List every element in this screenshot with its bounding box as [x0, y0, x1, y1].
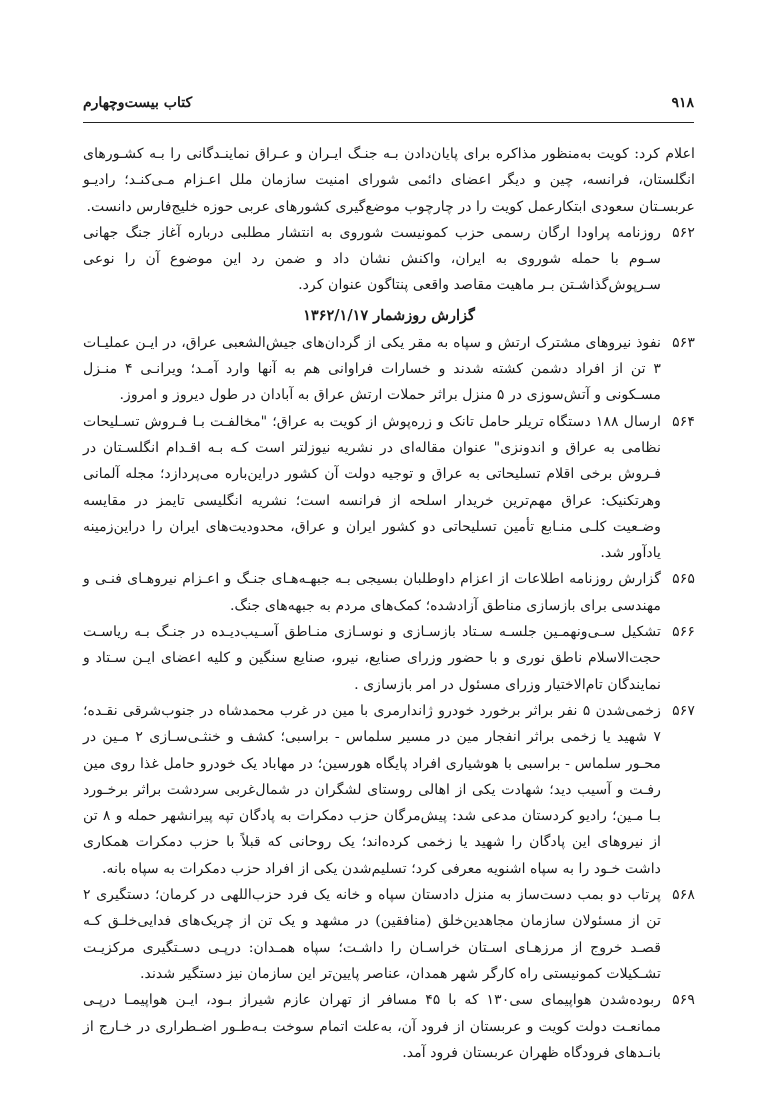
running-header [83, 92, 694, 114]
entry-text: زخمی‌شدن ۵ نفر براثر برخورد خودرو ژاندارمری با مین در غرب محمدشاه در جنوب‌شرقی نقـده؛ ۷ شهید یا زخمی براثر انفجار مین در مسیر سلماس - براسبی؛ کشف و خنثـی‌سـازی ۲ مـین در محـور سلماس - براسبی با هوشیاری افراد پایگاه هورسین؛ در مهاباد یک خودرو حامل غذا روی مین رفـت و آسیب دید؛ شهادت یکی از اهالی روستای لشگران در شمال‌غربی سردشت براثر برخـورد بـا مـین؛ رادیو کردستان مدعی شد: پیش‌مرگان حزب دمکرات به پادگان تپه پیرانشهر حمله و ۸ تن از نیروهای این پادگان را شهید یا زخمی کرده‌اند؛ یک روحانی که قبلاً با حزب دمکرات همکاری داشت خـود را به سپاه اشنویه معرفی کرد؛ تسلیم‌شدن یکی از افراد حزب دمکرات به سپاه بانه. [83, 702, 661, 877]
entry-text: تشکیل سـی‌ونهمـین جلسـه سـتاد بازسـازی و نوسـازی منـاطق آسـیب‌دیـده در جنـگ بـه ریاسـت حجت‌الاسلام ناطق نوری و با حضور وزرای صنایع، نیرو، صنایع سنگین و کلیه اعضای ایـن سـتاد و نمایندگان تام‌الاختیار وزرای مسئول در امر بازسازی . [83, 624, 661, 693]
entry-number: ۵۶۴ [672, 413, 695, 430]
entry-number: ۵۶۶ [672, 624, 695, 641]
entry-text: ارسال ۱۸۸ دستگاه تریلر حامل تانک و زره‌پوش از کویت به عراق؛ "مخالفـت بـا فـروش تسـلیحات نظامی به عراق و اندونزی" عنوان مقاله‌ای در نشریه نیوزلتر است کـه بـه اقـدام انگلسـتان در فـروش برخی اقلام تسلیحاتی به عراق و توجیه دولت آن کشور دراین‌باره می‌پردازد؛ مجله آلمانی وهرتکنیک: عراق مهم‌ترین خریدار اسلحه از فرانسه است؛ نشریه انگلیسی تایمز در مقایسه وضـعیت کلـی منـابع تأمین تسلیحاتی دو کشور ایران و عراق، محدودیت‌های ایران را دراین‌زمینه یادآور شد. [83, 413, 661, 562]
list-item [83, 987, 695, 1066]
header-divider [83, 122, 694, 123]
entry-text: روزنامه پراودا ارگان رسمی حزب کمونیست شوروی به انتشار مطلبی درباره آغاز جنگ جهانی سـوم با حمله شوروی به ایران، واکنش نشان داد و ضمن رد این موضوع آن را نوعی سـرپوش‌گذاشـتن بـر ماهیت مقاصد واقعی پنتاگون عنوان کرد. [83, 224, 661, 294]
entry-text: ربوده‌شدن هواپیمای سی۱۳۰ که با ۴۵ مسافر از تهران عازم شیراز بـود، ایـن هواپیمـا درپـی ممانعـت دولت کویت و عربستان از فرود آن، به‌علت اتمام سوخت بـه‌طـور اضـطراری در خـارج از بانـدهای فرودگاه ظهران عربستان فرود آمد. [83, 992, 662, 1061]
list-item [83, 882, 695, 987]
book-title: کتاب بیست‌وچهارم [83, 95, 193, 111]
page-body [83, 141, 695, 1066]
entry-number: ۵۶۵ [672, 571, 695, 588]
entry-number: ۵۶۷ [672, 702, 695, 719]
list-item [83, 330, 695, 409]
list-item [83, 566, 695, 619]
list-item [83, 619, 695, 698]
entry-text: گزارش روزنامه اطلاعات از اعزام داوطلبان بسیجی بـه جبهـه‌هـای جنـگ و اعـزام نیروهـای فنـی و مهندسی برای بازسازی مناطق آزادشده؛ کمک‌های مردم به جبهه‌های جنگ. [83, 571, 661, 614]
entry-text: نفوذ نیروهای مشترک ارتش و سپاه به مقر یکی از گردان‌های جیش‌الشعبی عراق، در ایـن عملیـات ۳ تن از افراد دشمن کشته شدند و خسارات فراوانی هم به آنها وارد آمـد؛ ویرانـی ۴ منـزل مسـکونی و آتش‌سوزی در ۵ منزل براثر حملات ارتش عراق به آبادان در طول دیروز و امروز. [83, 334, 662, 404]
entry-number: ۵۶۲ [672, 224, 695, 241]
list-item [83, 698, 695, 882]
continued-paragraph: اعلام کرد: کویت به‌منظور مذاکره برای پایان‌دادن بـه جنـگ ایـران و عـراق نماینـدگانی را بـه کشـورهای انگلستان، فرانسه، چین و دیگر اعضای دائمی شورای امنیت سازمان ملل اعـزام مـی‌کنـد؛ رادیـو عربسـتان سعودی ابتکارعمل کویت را در چارچوب موضع‌گیری کشورهای عربی حوزه خلیج‌فارس دانست. [83, 146, 695, 215]
section-heading: گزارش روزشمار ۱۳۶۲/۱/۱۷ [303, 306, 475, 324]
page-number: ۹۱۸ [671, 95, 694, 111]
list-item [83, 220, 695, 299]
list-item [83, 409, 695, 567]
entry-number: ۵۶۸ [672, 887, 695, 904]
entry-text: پرتاب دو بمب دست‌ساز به منزل دادستان سپاه و خانه یک فرد حزب‌اللهی در کرمان؛ دستگیری ۲ تن از مسئولان سازمان مجاهدین‌خلق (منافقین) در مشهد و یک تن از چریک‌های فدایی‌خلـق کـه قصـد خروج از مرزهـای اسـتان خراسـان را داشـت؛ سپاه همـدان: درپـی دسـتگیری مرکزیـت تشـکیلات کمونیستی راه کارگر شهر همدان، عناصر پایین‌تر این سازمان نیز دستگیر شدند. [83, 887, 661, 982]
entry-number: ۵۶۳ [672, 334, 695, 351]
entry-number: ۵۶۹ [672, 992, 695, 1009]
